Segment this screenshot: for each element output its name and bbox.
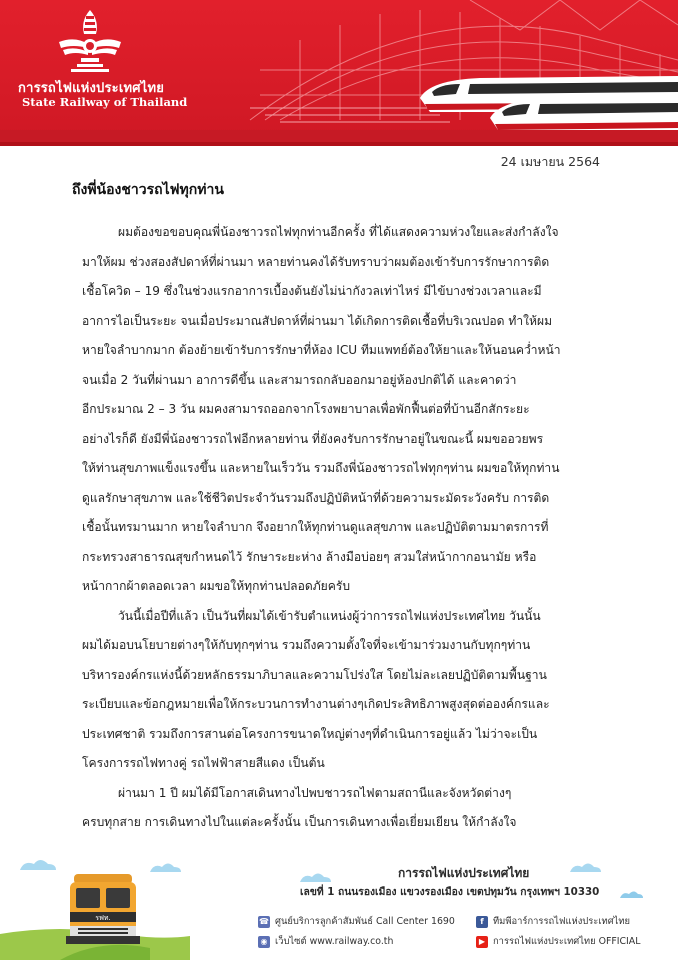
body-line: มาให้ผม ช่วงสองสัปดาห์ที่ผ่านมา หลายท่านคงได้รับทราบว่าผมต้องเข้ารับการรักษาการติด	[82, 254, 550, 269]
body-line: กระทรวงสาธารณสุขกำหนดไว้ รักษาระยะห่าง ล้างมือบ่อยๆ สวมใส่หน้ากากอนามัย หรือ	[82, 549, 537, 564]
body-line: ผมต้องขอขอบคุณพี่น้องชาวรถไฟทุกท่านอีกครั้ง ที่ได้แสดงความห่วงใยและส่งกำลังใจ	[118, 225, 559, 239]
youtube-text[interactable]: การรถไฟแห่งประเทศไทย OFFICIAL	[493, 936, 641, 947]
footer-org-name: การรถไฟแห่งประเทศไทย	[398, 866, 530, 880]
body-line: ประเทศชาติ รวมถึงการสานต่อโครงการขนาดใหญ่ต่างๆที่ดำเนินการอยู่แล้ว ไม่ว่าจะเป็น	[82, 726, 538, 741]
body-line: ดูแลรักษาสุขภาพ และใช้ชีวิตประจำวันรวมถึงปฏิบัติหน้าที่ด้วยความระมัดระวังครับ การติด	[82, 490, 550, 505]
locomotive-icon	[66, 874, 140, 944]
facebook-icon: f	[476, 916, 488, 928]
body-line: ครบทุกสาย การเดินทางไปในแต่ละครั้งนั้น เป็นการเดินทางเพื่อเยี่ยมเยียน ให้กำลังใจ	[82, 815, 517, 829]
org-name-english: State Railway of Thailand	[22, 95, 188, 109]
body-line: ให้ท่านสุขภาพแข็งแรงขึ้น และหายในเร็ววัน รวมถึงพี่น้องชาวรถไฟทุกๆท่าน ผมขอให้ทุกท่าน	[82, 461, 560, 475]
letter-body	[82, 218, 648, 838]
call-center-text: ศูนย์บริการลูกค้าสัมพันธ์ Call Center 1690	[275, 916, 455, 927]
body-line: ผ่านมา 1 ปี ผมได้มีโอกาสเดินทางไปพบชาวรถไฟตามสถานีและจังหวัดต่างๆ	[118, 785, 512, 800]
body-line: วันนี้เมื่อปีที่แล้ว เป็นวันที่ผมได้เข้ารับตำแหน่งผู้ว่าการรถไฟแห่งประเทศไทย วันนั้น	[118, 608, 541, 623]
body-line: อย่างไรก็ดี ยังมีพี่น้องชาวรถไฟอีกหลายท่าน ที่ยังคงรับการรักษาอยู่ในขณะนี้ ผมขออวยพร	[82, 431, 544, 446]
mouse-icon: ◉	[258, 936, 270, 948]
footer-address: เลขที่ 1 ถนนรองเมือง แขวงรองเมือง เขตปทุมวัน กรุงเทพฯ 10330	[300, 886, 600, 898]
body-line: เชื้อโควิด – 19 ซึ่งในช่วงแรกอาการเบื้องต้นยังไม่น่ากังวลเท่าไหร่ มีไข้บางช่วงเวลาและมี	[82, 284, 542, 298]
body-line: อีกประมาณ 2 – 3 วัน ผมคงสามารถออกจากโรงพยาบาลเพื่อพักฟื้นต่อที่บ้านอีกสักระยะ	[82, 402, 530, 416]
footer-youtube[interactable]	[476, 934, 640, 949]
website-text[interactable]: เว็บไซต์ www.railway.co.th	[275, 936, 394, 947]
footer-website[interactable]	[258, 934, 393, 949]
footer-call-center	[258, 914, 455, 929]
facebook-text[interactable]: ทีมพีอาร์การรถไฟแห่งประเทศไทย	[493, 916, 631, 927]
letter-date: 24 เมษายน 2564	[500, 154, 600, 169]
footer-facebook[interactable]	[476, 914, 630, 929]
header-divider	[0, 142, 678, 146]
org-name-thai: การรถไฟแห่งประเทศไทย	[18, 81, 165, 96]
cloud-icon	[620, 892, 643, 899]
body-line: เชื้อนั้นทรมานมาก หายใจลำบาก จึงอยากให้ทุกท่านดูแลสุขภาพ และปฏิบัติตามมาตรการที่	[82, 520, 549, 534]
cloud-icon	[150, 864, 181, 873]
cloud-icon	[20, 860, 56, 870]
cloud-icon	[570, 864, 601, 873]
body-line: หายใจลำบากมาก ต้องย้ายเข้ารับการรักษาที่ห้อง ICU ทีมแพทย์ต้องให้ยาและให้นอนคว่ำหน้า	[82, 343, 561, 357]
body-line: ผมได้มอบนโยบายต่างๆให้กับทุกๆท่าน รวมถึงความตั้งใจที่จะเข้ามาร่วมงานกับทุกๆท่าน	[82, 638, 531, 652]
letter-salutation: ถึงพี่น้องชาวรถไฟทุกท่าน	[72, 182, 224, 198]
letterhead-banner	[0, 0, 678, 142]
youtube-icon: ▶	[476, 936, 488, 948]
loco-label: รฟท.	[95, 914, 111, 922]
letterhead-footer	[0, 846, 678, 960]
srt-emblem-logo	[55, 8, 125, 76]
body-line: หน้ากากผ้าตลอดเวลา ผมขอให้ทุกท่านปลอดภัยครับ	[82, 579, 351, 593]
body-line: ระเบียบและข้อกฎหมายเพื่อให้กระบวนการทำงานต่างๆเกิดประสิทธิภาพสูงสุดต่อองค์กรและ	[82, 697, 550, 711]
body-line: โครงการรถไฟทางคู่ รถไฟฟ้าสายสีแดง เป็นต้น	[82, 756, 325, 770]
phone-icon: ☎	[259, 917, 269, 926]
cloud-icon	[300, 874, 331, 883]
body-line: บริหารองค์กรแห่งนี้ด้วยหลักธรรมาภิบาลและความโปร่งใส โดยไม่ละเลยปฏิบัติตามพื้นฐาน	[82, 667, 547, 682]
body-line: อาการไอเป็นระยะ จนเมื่อประมาณสัปดาห์ที่ผ่านมา ได้เกิดการติดเชื้อที่บริเวณปอด ทำให้ผม	[82, 313, 553, 328]
body-line: จนเมื่อ 2 วันที่ผ่านมา อาการดีขึ้น และสามารถกลับออกมาอยู่ห้องปกติได้ และคาดว่า	[82, 372, 517, 387]
